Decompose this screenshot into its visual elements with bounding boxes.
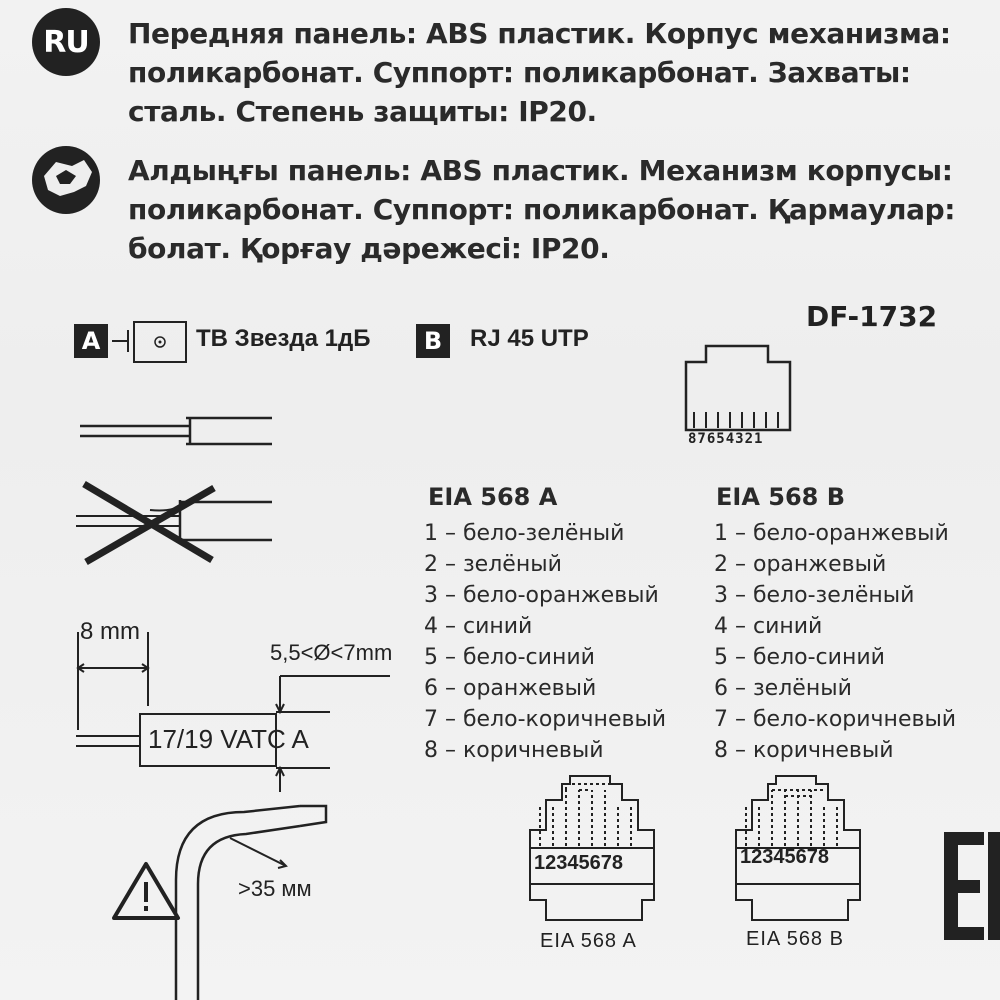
list-item: 6 – оранжевый (424, 676, 597, 701)
cable-correct-icon (80, 418, 272, 444)
legend-a-label: ТВ Звезда 1дБ (196, 325, 371, 352)
bend-radius-label: >35 мм (238, 876, 312, 901)
list-item: 2 – зелёный (424, 552, 562, 577)
eac-mark-text (944, 950, 946, 951)
kz-line: поликарбонат. Суппорт: поликарбонат. Қармаулар: (128, 193, 956, 226)
standard-b-wire-list (714, 518, 956, 766)
connector-a-caption: EIA 568 A (540, 930, 637, 952)
list-item: 8 – коричневый (714, 738, 894, 763)
list-item: 5 – бело-синий (424, 645, 595, 670)
kz-line: болат. Қорғау дәрежесі: IP20. (128, 232, 610, 265)
list-item: 7 – бело-коричневый (424, 707, 667, 732)
connector-a-pins: 12345678 (534, 852, 623, 874)
list-item: 3 – бело-зелёный (714, 583, 915, 608)
kz-line: Алдыңғы панель: ABS пластик. Механизм корпусы: (128, 154, 953, 187)
standard-a-wire-list (424, 518, 666, 766)
list-item: 7 – бело-коричневый (714, 707, 957, 732)
list-item: 4 – синий (424, 614, 533, 639)
kz-badge-icon (32, 146, 100, 214)
strip-length-label: 8 mm (80, 618, 140, 645)
ru-line: поликарбонат. Суппорт: поликарбонат. Захваты: (128, 56, 911, 89)
eac-mark-icon (944, 832, 1000, 940)
warning-icon (114, 864, 178, 918)
standard-b-title: EIA 568 B (716, 483, 845, 511)
list-item: 5 – бело-синий (714, 645, 885, 670)
legend-b-box: B (416, 324, 450, 358)
ru-badge: RU (32, 8, 100, 76)
model-code: DF-1732 (806, 300, 938, 333)
rj45-jack-icon (686, 346, 790, 430)
list-item: 2 – оранжевый (714, 552, 887, 577)
connector-b-caption: EIA 568 B (746, 928, 844, 950)
standard-a-title: EIA 568 A (428, 483, 558, 511)
list-item: 4 – синий (714, 614, 823, 639)
ru-line: Передняя панель: ABS пластик. Корпус механизма: (128, 17, 951, 50)
ru-description (128, 14, 988, 131)
legend-a-box: A (74, 324, 108, 358)
jack-pin-numbers: 87654321 (688, 431, 764, 447)
kz-description (128, 151, 988, 268)
bend-radius-drawing (176, 806, 326, 1000)
list-item: 3 – бело-оранжевый (424, 583, 659, 608)
tv-socket-icon (112, 322, 186, 362)
list-item: 1 – бело-зелёный (424, 521, 625, 546)
legend-b-label: RJ 45 UTP (470, 325, 589, 352)
connector-b-pins: 12345678 (740, 846, 829, 868)
cable-incorrect-icon (76, 484, 272, 562)
ru-line: сталь. Степень защиты: IP20. (128, 95, 597, 128)
list-item: 6 – зелёный (714, 676, 852, 701)
cable-type-label: 17/19 VATC A (148, 724, 309, 754)
diameter-label: 5,5<Ø<7mm (270, 640, 393, 665)
connector-568a-drawing (530, 776, 654, 920)
list-item: 1 – бело-оранжевый (714, 521, 949, 546)
list-item: 8 – коричневый (424, 738, 604, 763)
